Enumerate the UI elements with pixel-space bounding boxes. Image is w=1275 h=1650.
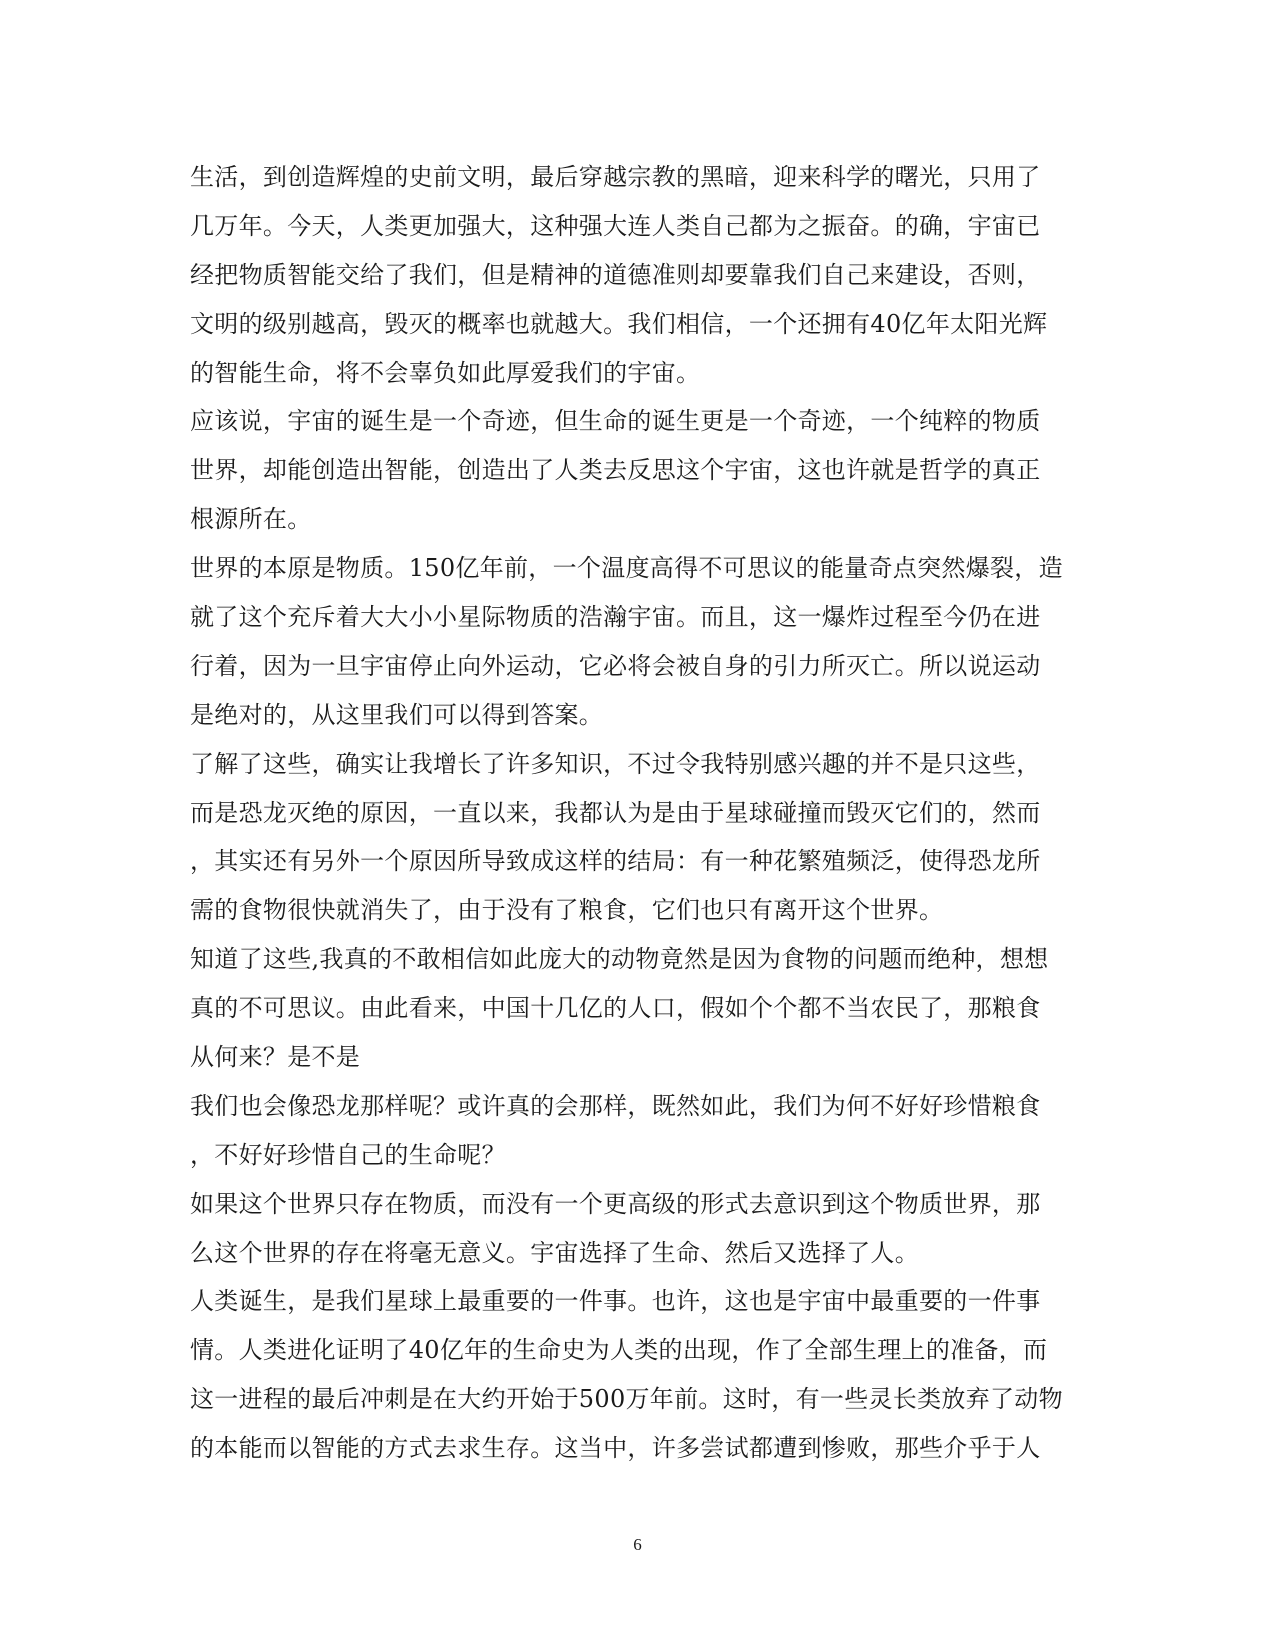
text-line: 情。人类进化证明了40亿年的生命史为人类的出现，作了全部生理上的准备，而 (190, 1336, 1048, 1365)
text-line: 我们也会像恐龙那样呢？或许真的会那样，既然如此，我们为何不好好珍惜粮食 (190, 1091, 1041, 1120)
text-line: 经把物质智能交给了我们，但是精神的道德准则却要靠我们自己来建设，否则， (190, 260, 1041, 289)
text-line: 生活，到创造辉煌的史前文明，最后穿越宗教的黑暗，迎来科学的曙光，只用了 (190, 163, 1041, 191)
text-line: 如果这个世界只存在物质，而没有一个更高级的形式去意识到这个物质世界，那 (190, 1189, 1041, 1218)
body-text (190, 153, 1090, 1473)
text-line: 需的食物很快就消失了，由于没有了粮食，它们也只有离开这个世界。 (190, 896, 944, 925)
text-line: 从何来？是不是 (190, 1043, 361, 1072)
text-line: 这一进程的最后冲刺是在大约开始于500万年前。这时，有一些灵长类放弃了动物 (190, 1385, 1063, 1414)
text-line: ，其实还有另外一个原因所导致成这样的结局：有一种花繁殖频泛，使得恐龙所 (190, 847, 1041, 876)
text-line: 几万年。今天，人类更加强大，这种强大连人类自己都为之振奋。的确，宇宙已 (190, 211, 1041, 240)
text-line: 行着，因为一旦宇宙停止向外运动，它必将会被自身的引力所灭亡。所以说运动 (190, 651, 1041, 680)
text-line: ，不好好珍惜自己的生命呢？ (190, 1140, 506, 1169)
text-line: 了解了这些，确实让我增长了许多知识，不过令我特别感兴趣的并不是只这些， (190, 749, 1041, 778)
text-line: 么这个世界的存在将毫无意义。宇宙选择了生命、然后又选择了人。 (190, 1238, 919, 1267)
page-number: 6 (633, 1535, 642, 1554)
text-line: 就了这个充斥着大大小小星际物质的浩瀚宇宙。而且，这一爆炸过程至今仍在进 (190, 603, 1041, 632)
text-line: 的智能生命，将不会辜负如此厚爱我们的宇宙。 (190, 358, 701, 387)
text-line: 而是恐龙灭绝的原因，一直以来，我都认为是由于星球碰撞而毁灭它们的，然而 (190, 798, 1041, 827)
text-line: 的本能而以智能的方式去求生存。这当中，许多尝试都遭到惨败，那些介乎于人 (190, 1434, 1041, 1463)
text-line: 世界的本原是物质。150亿年前，一个温度高得不可思议的能量奇点突然爆裂，造 (190, 554, 1063, 583)
text-line: 真的不可思议。由此看来，中国十几亿的人口，假如个个都不当农民了，那粮食 (190, 994, 1041, 1023)
text-line: 世界，却能创造出智能，创造出了人类去反思这个宇宙，这也许就是哲学的真正 (190, 456, 1041, 485)
text-line: 人类诞生，是我们星球上最重要的一件事。也许，这也是宇宙中最重要的一件事 (190, 1287, 1041, 1316)
text-line: 应该说，宇宙的诞生是一个奇迹，但生命的诞生更是一个奇迹，一个纯粹的物质 (190, 407, 1041, 436)
text-line: 知道了这些,我真的不敢相信如此庞大的动物竟然是因为食物的问题而绝种，想想 (190, 945, 1049, 974)
text-line: 文明的级别越高，毁灭的概率也就越大。我们相信，一个还拥有40亿年太阳光辉 (190, 309, 1048, 338)
text-line: 是绝对的，从这里我们可以得到答案。 (190, 700, 604, 729)
text-line: 根源所在。 (190, 505, 312, 534)
